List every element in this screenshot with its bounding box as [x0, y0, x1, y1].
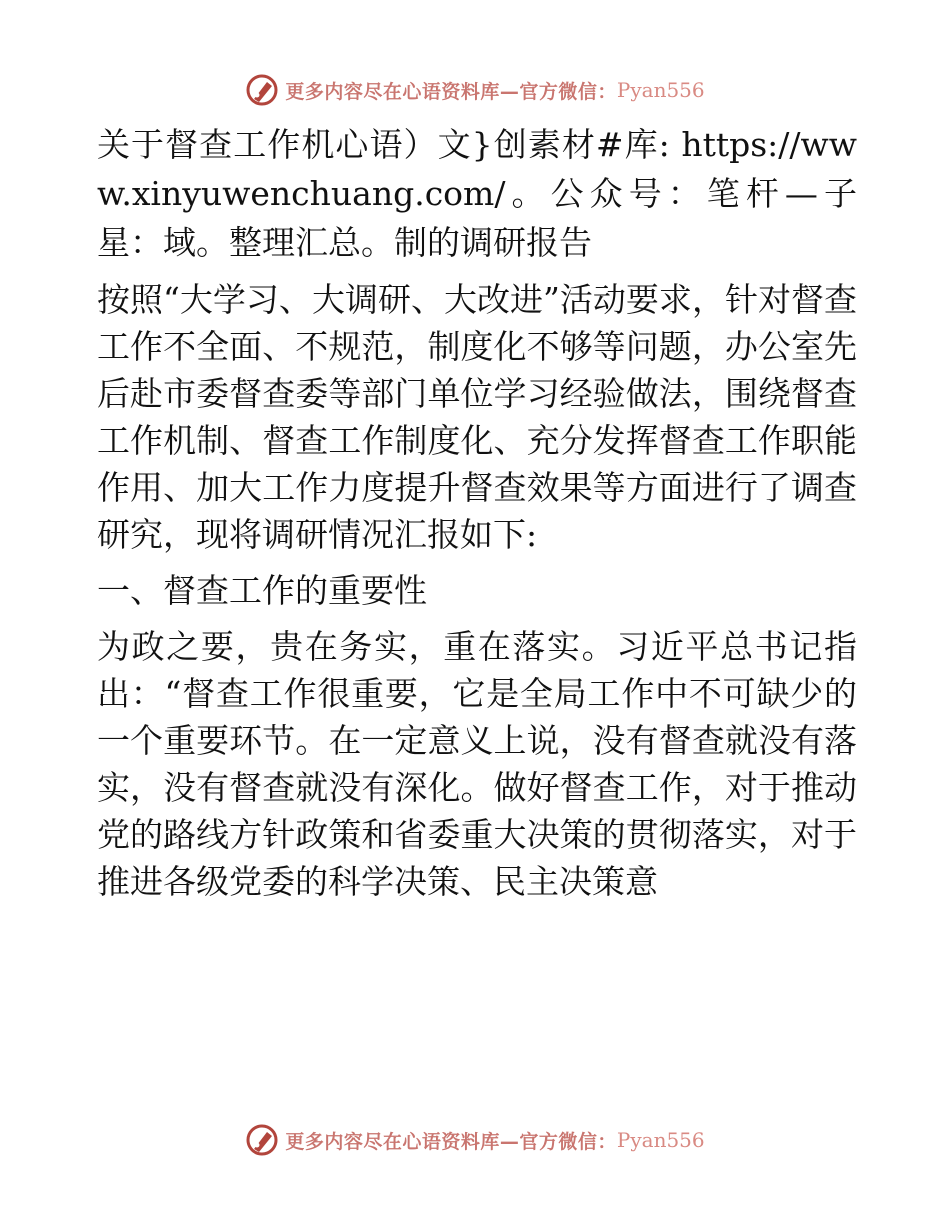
- banner-text: 更多内容尽在心语资料库—官方微信：: [285, 80, 617, 103]
- document-title: 关于督查工作机心语）文}创素材#库: https://www.xinyuwenchuang.com/。公众号：笔杆—子星：域。整理汇总。制的调研报告: [97, 125, 857, 262]
- banner-wechat-id: Pyan556: [616, 78, 705, 102]
- pen-logo-icon: [245, 1123, 279, 1157]
- section-heading: 一、督查工作的重要性: [97, 571, 427, 610]
- banner-wechat-id: Pyan556: [616, 1128, 705, 1152]
- document-body: [97, 120, 857, 914]
- banner-text: 更多内容尽在心语资料库—官方微信：: [285, 1130, 617, 1153]
- intro-paragraph: 按照“大学习、大调研、大改进”活动要求，针对督查工作不全面、不规范，制度化不够等问题，办公室先后赴市委督查委等部门单位学习经验做法，围绕督查工作机制、督查工作制度化、充分发挥督查工作职能作用、加大工作力度提升督查效果等方面进行了调查研究，现将调研情况汇报如下:: [97, 280, 857, 554]
- pen-logo-icon: [245, 73, 279, 107]
- header-banner: [0, 70, 950, 110]
- section-paragraph: 为政之要，贵在务实，重在落实。习近平总书记指出：“督查工作很重要，它是全局工作中不可缺少的一个重要环节。在一定意义上说，没有督查就没有落实，没有督查就没有深化。做好督查工作，对于推动党的路线方针政策和省委重大决策的贯彻落实，对于推进各级党委的科学决策、民主决策意: [97, 627, 857, 901]
- footer-banner: [0, 1120, 950, 1160]
